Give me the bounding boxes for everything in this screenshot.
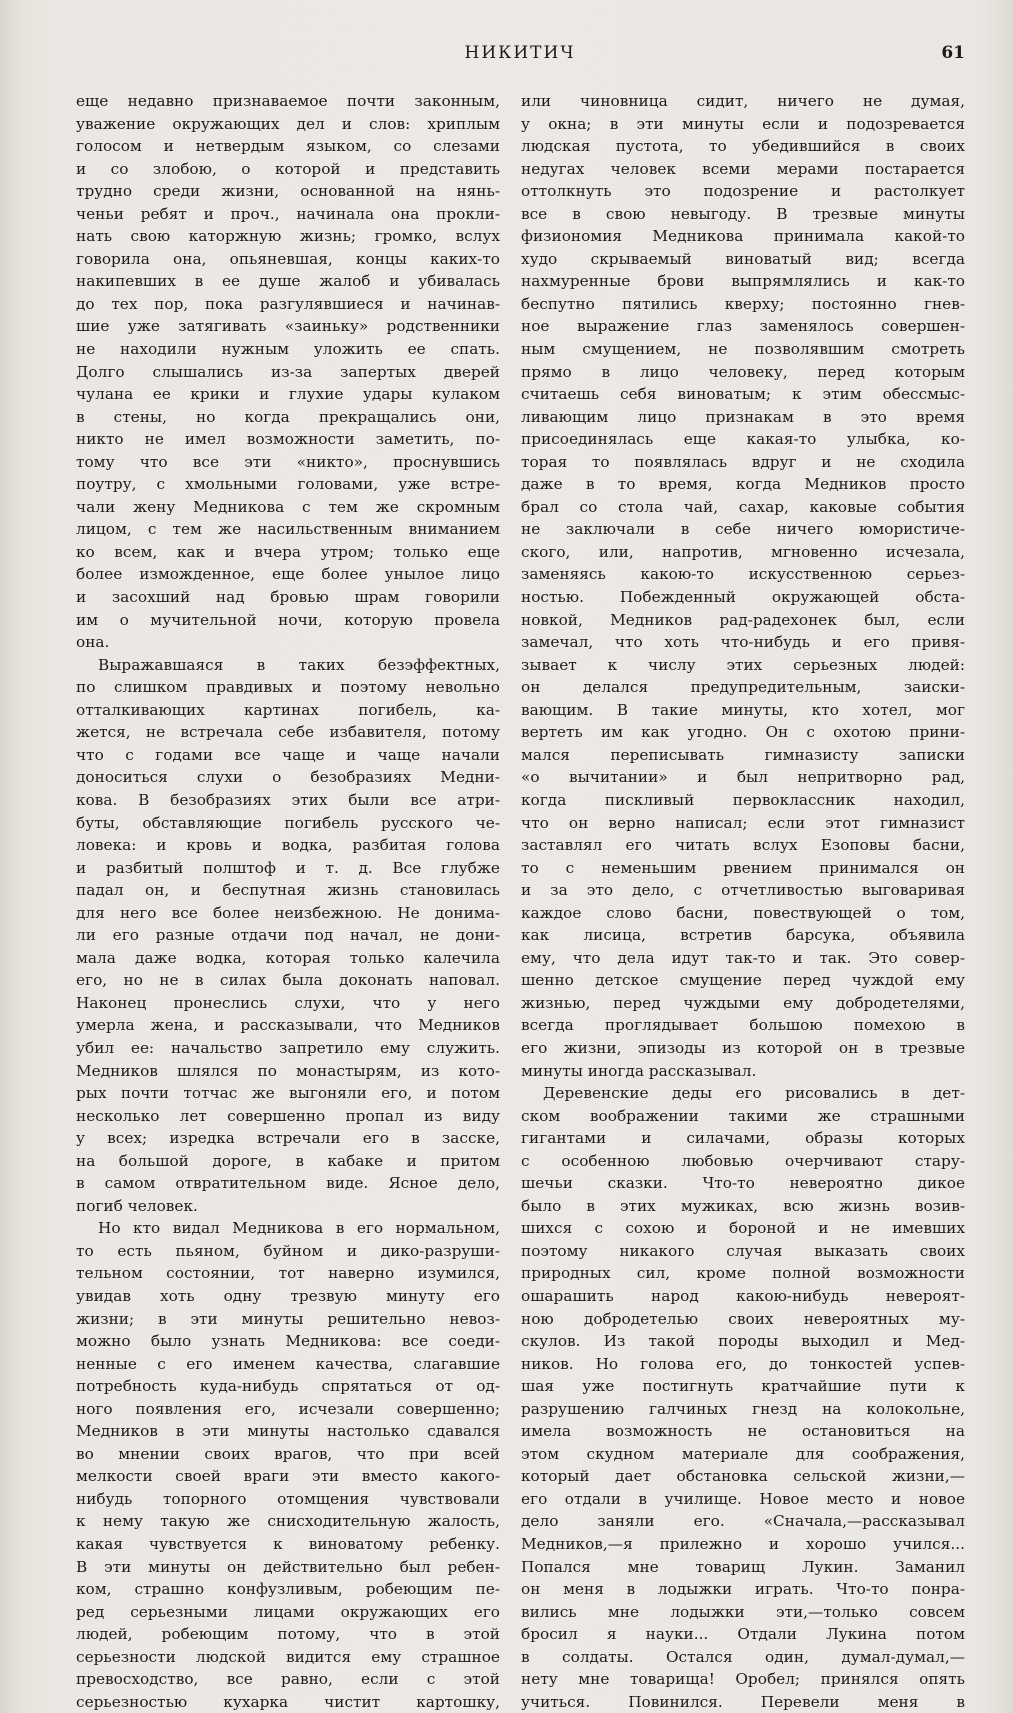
text-line: можно было узнать Медникова: все соеди- bbox=[76, 1332, 500, 1351]
text-line: и разбитый полштоф и т. д. Все глубже bbox=[76, 858, 500, 877]
text-line: бросил я науки... Отдали Лукина потом bbox=[521, 1625, 965, 1644]
text-line: тельном состоянии, тот наверно изумился, bbox=[76, 1264, 500, 1283]
text-line: ливающим лицо признакам в это время bbox=[521, 407, 965, 426]
text-line: то есть пьяном, буйном и дико-разруши- bbox=[76, 1241, 500, 1260]
text-line: людская пустота, то убедившийся в своих bbox=[521, 137, 965, 156]
text-line: нибудь топорного отомщения чувствовали bbox=[76, 1489, 500, 1508]
text-line: для него все более неизбежною. Не донима- bbox=[76, 903, 500, 922]
text-line: Выражавшаяся в таких безэффектных, bbox=[98, 655, 500, 674]
text-line: она. bbox=[76, 633, 110, 652]
text-line: и со злобою, о которой и представить bbox=[76, 159, 500, 178]
text-line: ко всем, как и вчера утром; только еще bbox=[76, 542, 500, 561]
text-line: шие уже затягивать «заиньку» родственники bbox=[76, 317, 500, 336]
text-line: людей, робеющим потому, что в этой bbox=[76, 1625, 500, 1644]
text-line: этом скудном материале для соображения, bbox=[521, 1444, 965, 1463]
text-line: заставлял его читать вслух Езоповы басни, bbox=[521, 836, 965, 855]
text-line: и засохший над бровью шрам говорили bbox=[76, 588, 500, 607]
text-line: Но кто видал Медникова в его нормальном, bbox=[98, 1219, 500, 1238]
text-line: Медников в эти минуты настолько сдавался bbox=[76, 1422, 500, 1441]
text-line: серьезностью кухарка чистит картошку, bbox=[76, 1692, 500, 1711]
text-line: «о вычитании» и был непритворно рад, bbox=[521, 768, 965, 787]
text-line: ченьи ребят и проч., начинала она прокли- bbox=[76, 204, 500, 223]
text-line: к нему такую же снисходительную жалость, bbox=[76, 1512, 500, 1531]
text-line: дело заняли его. «Сначала,—рассказывал bbox=[521, 1512, 965, 1531]
text-line: физиономия Медникова принимала какой-то bbox=[521, 227, 965, 246]
page-number: 61 bbox=[941, 43, 965, 63]
text-line: не заключали в себе ничего юмористиче- bbox=[521, 520, 965, 539]
text-line: у всех; изредка встречали его в засске, bbox=[76, 1129, 500, 1148]
text-line: поэтому никакого случая выказать своих bbox=[521, 1241, 965, 1260]
text-line: ненные с его именем качества, слагавшие bbox=[76, 1354, 500, 1373]
text-line: ском воображении такими же страшными bbox=[521, 1106, 965, 1125]
text-line: мала даже водка, которая только калечила bbox=[76, 948, 500, 967]
text-line: скулов. Из такой породы выходил и Мед- bbox=[521, 1332, 965, 1351]
running-title: НИКИТИЧ bbox=[464, 43, 576, 63]
text-line: даже в то время, когда Медников просто bbox=[521, 475, 965, 494]
text-line: жизнью, перед чуждыми ему добродетелями, bbox=[521, 993, 965, 1012]
text-line: который дает обстановка сельской жизни,— bbox=[521, 1467, 965, 1486]
text-line: говорила она, опьяневшая, концы каких-то bbox=[76, 249, 500, 268]
text-line: гигантами и силачами, образы которых bbox=[521, 1129, 965, 1148]
text-line: худо скрываемый виноватый вид; всегда bbox=[521, 249, 965, 268]
text-line: умерла жена, и рассказывали, что Медников bbox=[76, 1016, 500, 1035]
text-line: жется, не встречала себе избавителя, потому bbox=[76, 723, 500, 742]
text-line: он меня в лодыжки играть. Что-то понра- bbox=[521, 1580, 965, 1599]
text-line: какая чувствуется к виноватому ребенку. bbox=[76, 1535, 500, 1553]
text-line: минуты иногда рассказывал. bbox=[521, 1061, 757, 1080]
text-line: разрушению галчиных гнезд на колокольне, bbox=[521, 1399, 965, 1418]
text-line: прямо в лицо человеку, перед которым bbox=[521, 362, 965, 381]
text-line: всегда проглядывает большою помехою в bbox=[521, 1016, 965, 1035]
text-line: более изможденное, еще более унылое лицо bbox=[76, 565, 500, 584]
text-line: накипевших в ее душе жалоб и убивалась bbox=[76, 272, 500, 291]
text-line: поутру, с хмольными головами, уже встре- bbox=[76, 475, 500, 494]
text-line: превосходство, все равно, если с этой bbox=[76, 1670, 500, 1689]
text-column-left bbox=[76, 90, 500, 1713]
text-line: им о мучительной ночи, которую провела bbox=[76, 610, 500, 629]
text-line: его, но не в силах была доконать наповал. bbox=[76, 971, 500, 990]
text-line: мелкости своей враги эти вместо какого- bbox=[76, 1467, 500, 1486]
text-column-right bbox=[521, 90, 965, 1713]
text-line: буты, обставляющие погибель русского че- bbox=[76, 813, 500, 832]
text-line: ного появления его, исчезали совершенно; bbox=[76, 1399, 500, 1418]
text-line: уважение окружающих дел и слов: хриплым bbox=[76, 114, 500, 133]
text-line: вающим. В такие минуты, кто хотел, мог bbox=[521, 700, 965, 719]
text-line: ему, что дела идут так-то и так. Это совер- bbox=[521, 948, 965, 967]
text-line: нету мне товарища! Оробел; принялся опять bbox=[521, 1670, 965, 1689]
text-line: на большой дороге, в кабаке и притом bbox=[76, 1151, 500, 1170]
text-line: Наконец пронеслись слухи, что у него bbox=[76, 993, 500, 1012]
text-line: ошарашить народ какою-нибудь невероят- bbox=[521, 1286, 965, 1305]
text-line: убил ее: начальство запретило ему служить. bbox=[76, 1038, 500, 1057]
text-line: что с годами все чаще и чаще начали bbox=[76, 745, 500, 764]
text-line: до тех пор, пока разгулявшиеся и начинав- bbox=[76, 294, 500, 313]
text-line: ли его разные отдачи под начал, не дони- bbox=[76, 926, 500, 945]
text-line: погиб человек. bbox=[76, 1196, 198, 1215]
text-line: чали жену Медникова с тем же скромным bbox=[76, 497, 500, 516]
text-line: он делался предупредительным, заиски- bbox=[521, 678, 965, 697]
text-line: присоединялась еще какая-то улыбка, ко- bbox=[521, 430, 965, 449]
text-line: Долго слышались из-за запертых дверей bbox=[76, 362, 500, 381]
text-line: в солдаты. Остался один, думал-думал,— bbox=[521, 1647, 965, 1666]
text-line: вертеть им как угодно. Он с охотою прини- bbox=[521, 723, 965, 742]
text-line: ком, страшно конфузливым, робеющим пе- bbox=[76, 1580, 500, 1599]
text-line: мался переписывать гимназисту записки bbox=[521, 745, 965, 764]
text-line: рых почти тотчас же выгоняли его, и потом bbox=[76, 1084, 500, 1103]
text-line: серьезности людской видится ему страшное bbox=[76, 1647, 500, 1666]
text-line: шихся с сохою и бороной и не имевших bbox=[521, 1219, 965, 1238]
text-line: во мнении своих врагов, что при всей bbox=[76, 1444, 500, 1463]
text-line: ностью. Побежденный окружающей обста- bbox=[521, 588, 965, 607]
text-line: несколько лет совершенно пропал из виду bbox=[76, 1106, 500, 1125]
text-line: как лисица, встретив барсука, объявила bbox=[521, 926, 965, 945]
text-line: Деревенские деды его рисовались в дет- bbox=[543, 1084, 965, 1103]
running-head bbox=[75, 43, 965, 67]
text-line: доноситься слухи о безобразиях Медни- bbox=[76, 768, 500, 787]
text-line: ловека: и кровь и водка, разбитая голова bbox=[76, 836, 500, 855]
text-line: имела возможность не остановиться на bbox=[521, 1422, 965, 1441]
text-line: зывает к числу этих серьезных людей: bbox=[521, 655, 965, 674]
text-line: падал он, и беспутная жизнь становилась bbox=[76, 881, 500, 900]
text-line: в самом отвратительном виде. Ясное дело, bbox=[76, 1174, 500, 1193]
text-line: новкой, Медников рад-радехонек был, если bbox=[521, 610, 965, 629]
text-line: ным смущением, не позволявшим смотреть bbox=[521, 340, 965, 359]
text-line: каждое слово басни, повествующей о том, bbox=[521, 903, 965, 922]
text-line: его жизни, эпизоды из которой он в трезвые bbox=[521, 1038, 965, 1057]
text-line: лицом, с тем же насильственным вниманием bbox=[76, 520, 500, 539]
text-line: Попался мне товарищ Лукин. Заманил bbox=[521, 1557, 965, 1576]
text-line: замечал, что хоть что-нибудь и его привя- bbox=[521, 633, 965, 652]
text-line: брал со стола чай, сахар, каковые события bbox=[521, 497, 965, 516]
text-line: учиться. Повинился. Перевели меня в bbox=[521, 1692, 965, 1711]
text-line: ского, или, напротив, мгновенно исчезала, bbox=[521, 542, 965, 561]
text-line: еще недавно признаваемое почти законным, bbox=[76, 92, 500, 110]
text-line: у окна; в эти минуты если и подозревается bbox=[521, 114, 965, 133]
text-line: шая уже постигнуть кратчайшие пути к bbox=[521, 1377, 965, 1396]
text-line: его отдали в училище. Новое место и новое bbox=[521, 1489, 965, 1508]
text-line: природных сил, кроме полной возможности bbox=[521, 1264, 965, 1283]
text-line: Медников шлялся по монастырям, из кото- bbox=[76, 1061, 500, 1080]
text-line: жизни; в эти минуты решительно невоз- bbox=[76, 1309, 500, 1328]
text-line: шенно детское смущение перед чуждой ему bbox=[521, 971, 965, 990]
text-line: голосом и нетвердым языком, со слезами bbox=[76, 137, 500, 156]
text-line: ников. Но голова его, до тонкостей успев- bbox=[521, 1354, 965, 1373]
text-line: или чиновница сидит, ничего не думая, bbox=[521, 92, 965, 110]
text-line: было в этих мужиках, всю жизнь возив- bbox=[521, 1196, 965, 1215]
text-line: никто не имел возможности заметить, по- bbox=[76, 430, 500, 449]
text-line: отталкивающих картинах погибель, ка- bbox=[76, 700, 500, 719]
text-line: нать свою каторжную жизнь; громко, вслух bbox=[76, 227, 500, 246]
text-line: В эти минуты он действительно был ребен- bbox=[76, 1557, 500, 1576]
text-line: не находили нужным уложить ее спать. bbox=[76, 340, 500, 359]
text-line: шечьи сказки. Что-то невероятно дикое bbox=[521, 1174, 965, 1193]
text-line: трудно среди жизни, основанной на нянь- bbox=[76, 182, 500, 201]
text-line: то с неменьшим рвением принимался он bbox=[521, 858, 965, 877]
text-line: вились мне лодыжки эти,—только совсем bbox=[521, 1602, 965, 1621]
text-line: ред серьезными лицами окружающих его bbox=[76, 1602, 500, 1621]
text-line: с особенною любовью очерчивают стару- bbox=[521, 1151, 965, 1170]
text-line: кова. В безобразиях этих были все атри- bbox=[76, 790, 500, 809]
text-line: оттолкнуть это подозрение и растолкует bbox=[521, 182, 965, 201]
text-line: беспутно пятились кверху; постоянно гнев- bbox=[521, 294, 965, 313]
text-line: считаешь себя виноватым; к этим обессмыс- bbox=[521, 385, 965, 404]
text-line: по слишком правдивых и поэтому невольно bbox=[76, 678, 500, 697]
text-line: недугах человек всеми мерами постарается bbox=[521, 159, 965, 178]
text-line: потребность куда-нибудь спрятаться от од- bbox=[76, 1377, 500, 1396]
text-line: заменяясь какою-то искусственною серьез- bbox=[521, 565, 965, 584]
text-line: чулана ее крики и глухие удары кулаком bbox=[76, 385, 500, 404]
text-line: в стены, но когда прекращались они, bbox=[76, 407, 500, 426]
text-line: и за это дело, с отчетливостью выговаривая bbox=[521, 881, 965, 900]
text-line: Медников,—я прилежно и хорошо учился... bbox=[521, 1535, 965, 1553]
text-line: ное выражение глаз заменялось совершен- bbox=[521, 317, 965, 336]
text-line: все в свою невыгоду. В трезвые минуты bbox=[521, 204, 965, 223]
text-line: что он верно написал; если этот гимназист bbox=[521, 813, 965, 832]
text-line: когда пискливый первоклассник находил, bbox=[521, 790, 965, 809]
text-line: увидав хоть одну трезвую минуту его bbox=[76, 1286, 500, 1305]
text-line: тому что все эти «никто», проснувшись bbox=[76, 452, 500, 471]
text-line: ною добродетелью своих невероятных му- bbox=[521, 1309, 965, 1328]
text-line: нахмуренные брови выпрямлялись и как-то bbox=[521, 272, 965, 291]
text-line: торая то появлялась вдруг и не сходила bbox=[521, 452, 965, 471]
